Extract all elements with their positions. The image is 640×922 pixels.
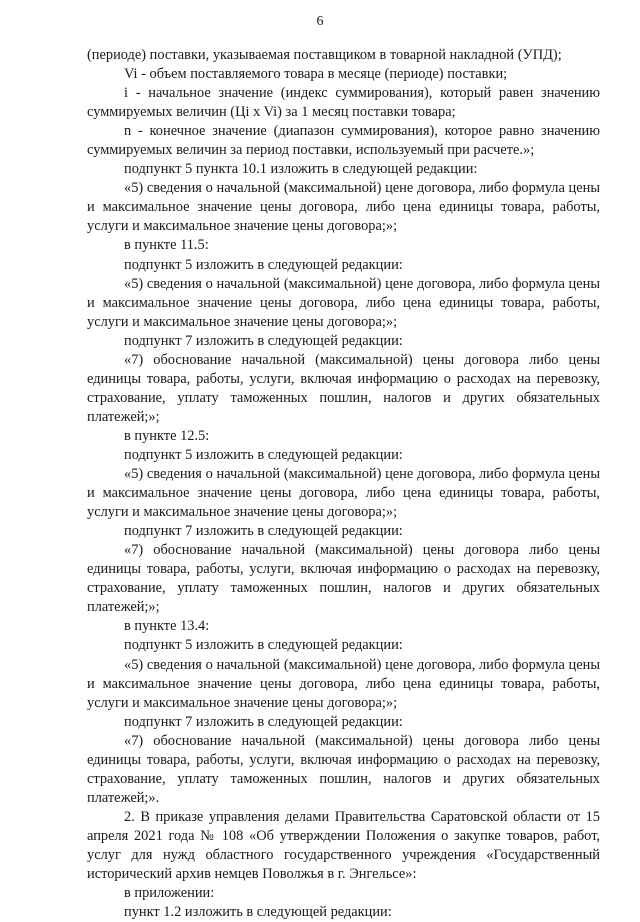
paragraph: (периоде) поставки, указываемая поставщиком в товарной накладной (УПД); (87, 47, 562, 63)
paragraph: «5) сведения о начальной (максимальной) цене договора, либо формула цены и максимальное значение цены договора, либо цена единицы товара, работы, услуги и максимальное значение цены договора;»; (87, 466, 600, 521)
paragraph: в приложении: (124, 885, 215, 902)
paragraph: подпункт 5 изложить в следующей редакции: (124, 256, 403, 273)
paragraph: подпункт 7 изложить в следующей редакции: (124, 332, 403, 349)
paragraph: «5) сведения о начальной (максимальной) цене договора, либо формула цены и максимальное значение цены договора, либо цена единицы товара, работы, услуги и максимальное значение цены договора;»; (87, 275, 600, 330)
document-body (87, 46, 600, 922)
paragraph: подпункт 5 изложить в следующей редакции: (124, 446, 403, 463)
paragraph: «5) сведения о начальной (максимальной) цене договора, либо формула цены и максимальное значение цены договора, либо цена единицы товара, работы, услуги и максимальное значение цены договора;»; (87, 180, 600, 235)
paragraph: подпункт 5 пункта 10.1 изложить в следующей редакции: (124, 161, 478, 178)
paragraph: пункт 1.2 изложить в следующей редакции: (124, 904, 392, 921)
paragraph: «5) сведения о начальной (максимальной) цене договора, либо формула цены и максимальное значение цены договора, либо цена единицы товара, работы, услуги и максимальное значение цены договора;»; (87, 656, 600, 711)
paragraph: i - начальное значение (индекс суммирования), который равен значению суммируемых величин (Цi x Vi) за 1 месяц поставки товара; (87, 85, 600, 121)
page-number: 6 (316, 14, 324, 29)
paragraph: 2. В приказе управления делами Правительства Саратовской области от 15 апреля 2021 года № 108 «Об утверждении Положения о закупке товаров, работ, услуг для нужд областного государственного учреждения «Государственный исторический архив немцев Поволжья в г. Энгельсе»: (87, 808, 600, 883)
paragraph: в пункте 11.5: (124, 237, 209, 254)
paragraph: n - конечное значение (диапазон суммирования), которое равно значению суммируемых величин за период поставки, используемый при расчете.»; (87, 123, 600, 159)
paragraph: подпункт 7 изложить в следующей редакции: (124, 713, 403, 730)
paragraph: «7) обоснование начальной (максимальной) цены договора либо цены единицы товара, работы, услуги, включая информацию о расходах на перевозку, страхование, уплату таможенных пошлин, налогов и других обязательных платежей;». (87, 732, 600, 806)
paragraph: в пункте 13.4: (124, 618, 210, 635)
paragraph: в пункте 12.5: (124, 427, 210, 444)
paragraph: подпункт 5 изложить в следующей редакции: (124, 637, 403, 654)
paragraph: «7) обоснование начальной (максимальной) цены договора либо цены единицы товара, работы, услуги, включая информацию о расходах на перевозку, страхование, уплату таможенных пошлин, налогов и других обязательных платежей;»; (87, 351, 600, 425)
paragraph: подпункт 7 изложить в следующей редакции: (124, 523, 403, 540)
paragraph: «7) обоснование начальной (максимальной) цены договора либо цены единицы товара, работы, услуги, включая информацию о расходах на перевозку, страхование, уплату таможенных пошлин, налогов и других обязательных платежей;»; (87, 542, 600, 616)
paragraph: Vi - объем поставляемого товара в месяце (периоде) поставки; (124, 66, 508, 83)
